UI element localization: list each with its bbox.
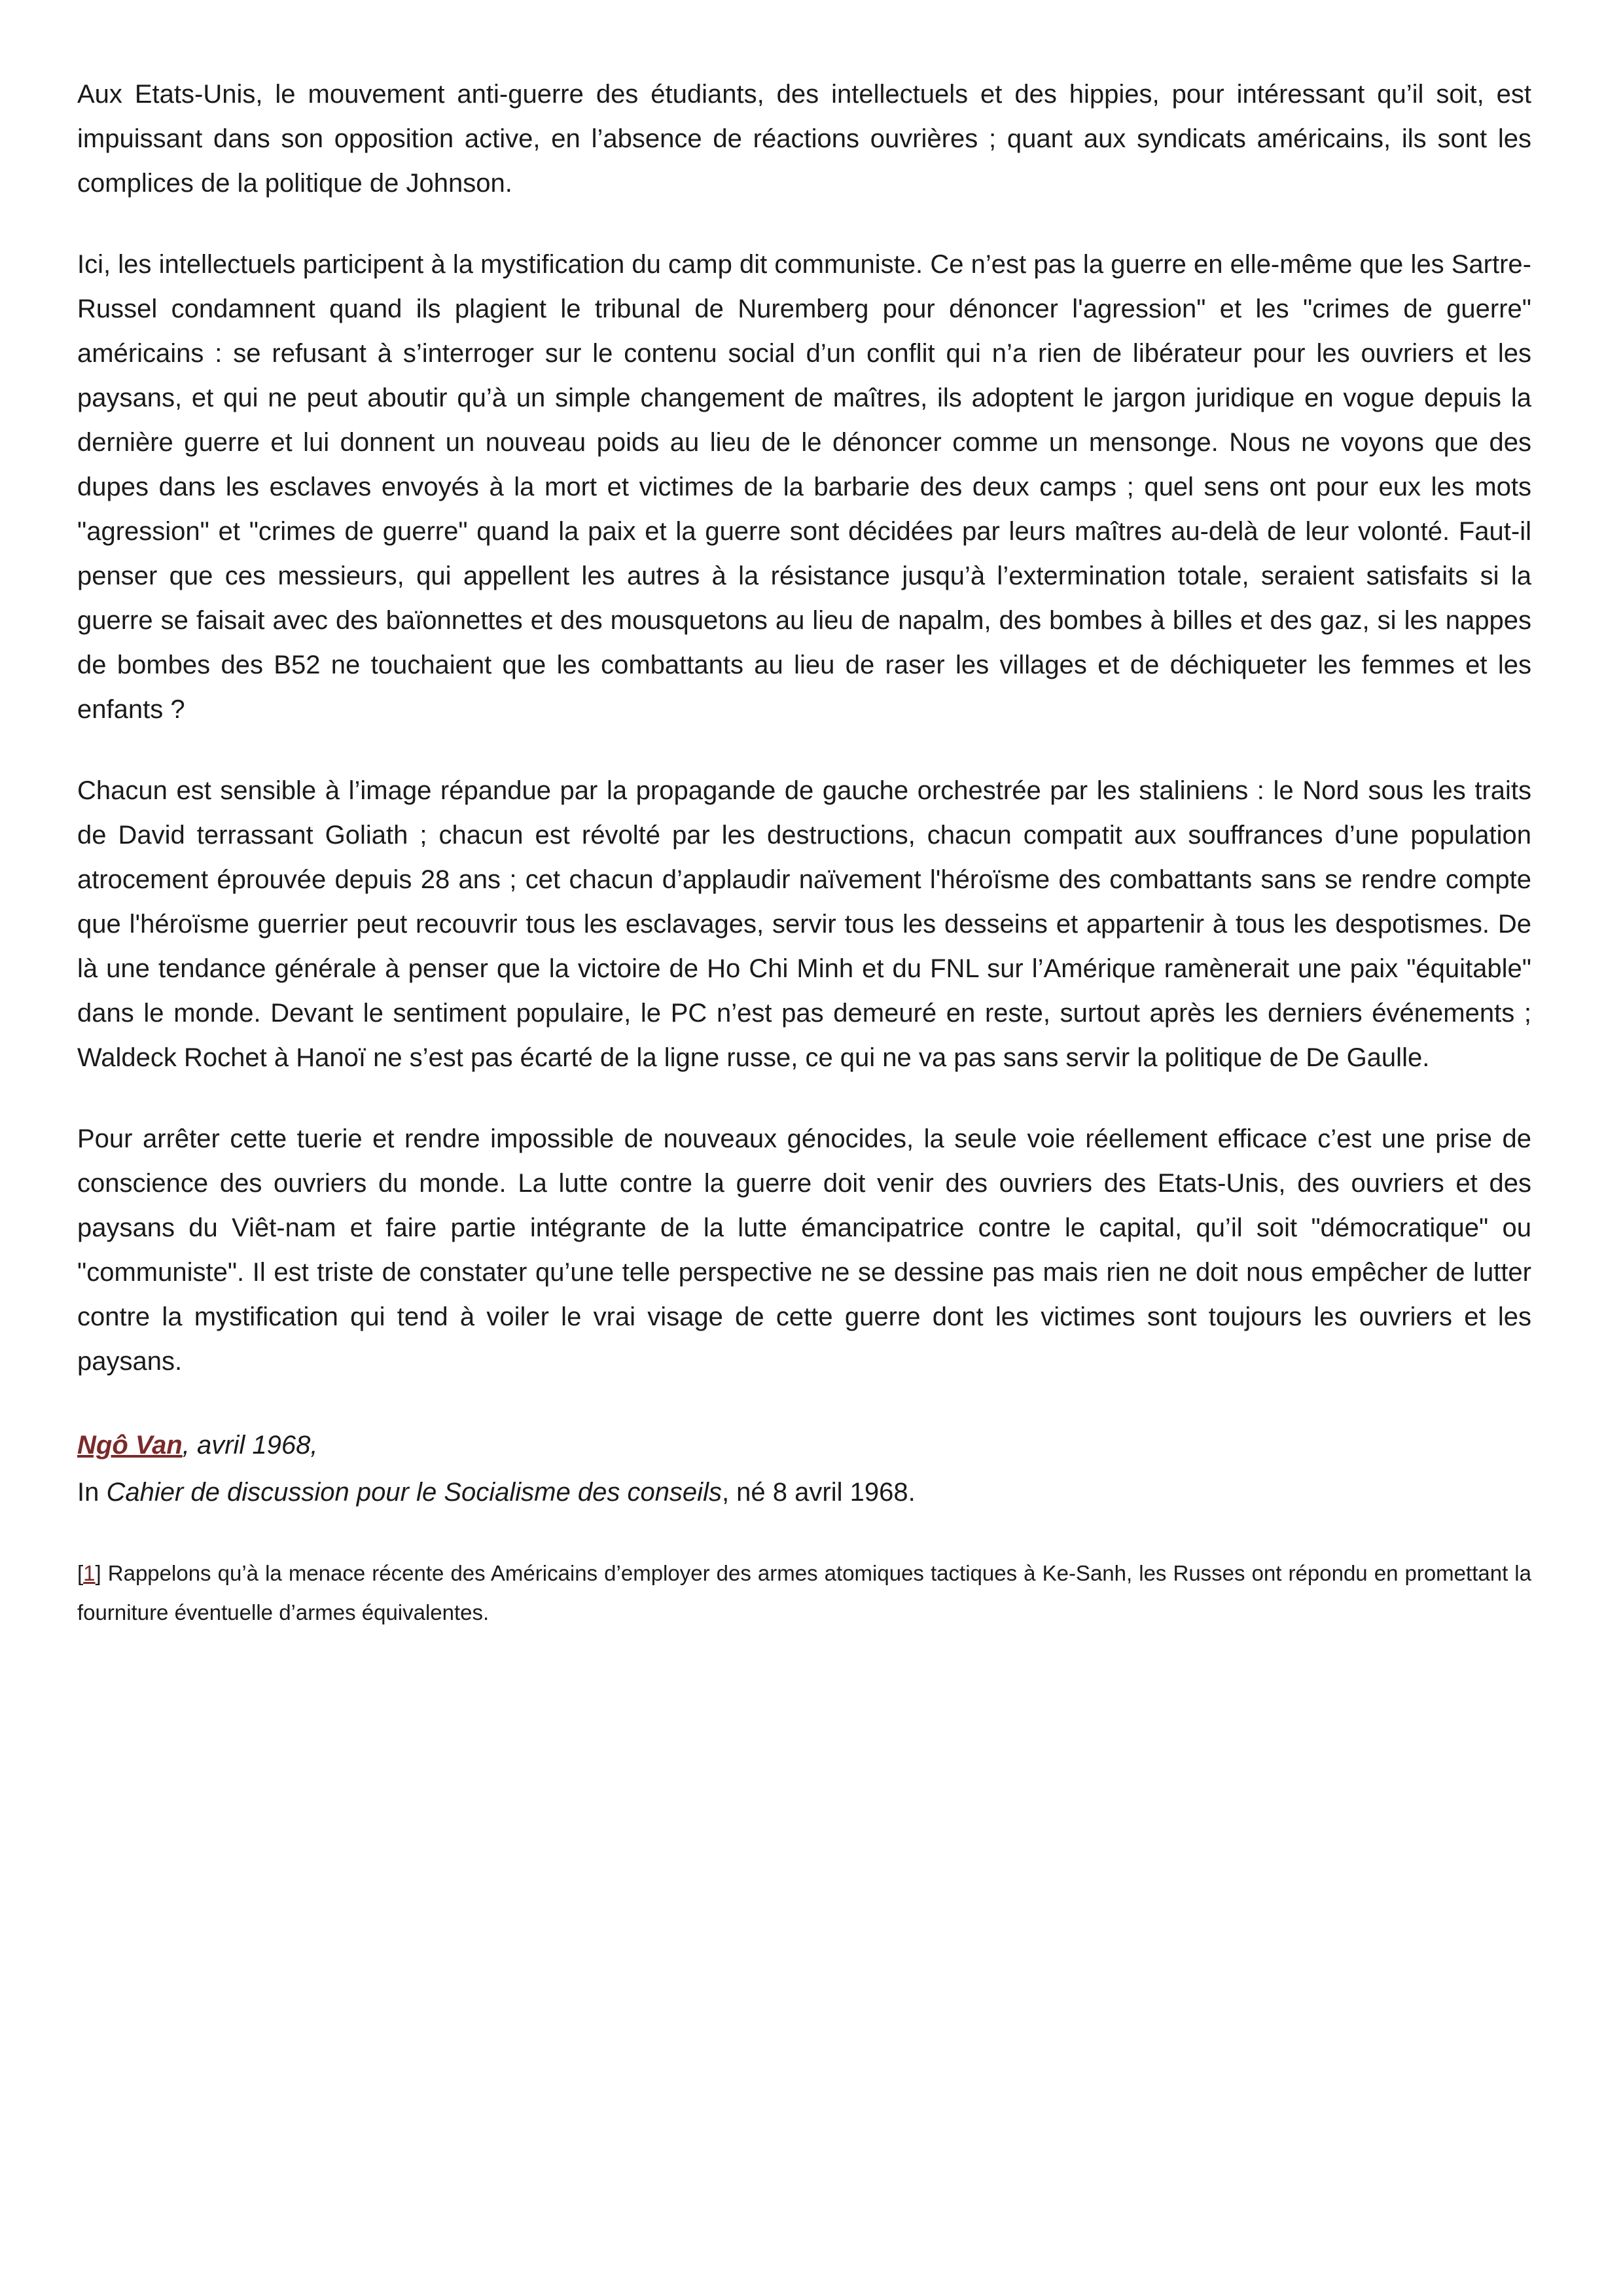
source-line [77, 1469, 1531, 1516]
author-line [77, 1422, 1531, 1469]
source-suffix: , né 8 avril 1968. [721, 1478, 916, 1507]
paragraph-us-antiwar-movement: Aux Etats-Unis, le mouvement anti-guerre des étudiants, des intellectuels et des hippies, pour intéressant qu’il soit, est impuissant dans son opposition active, en l’absence de réactions ouvrières ; quant aux syndicats américains, ils sont les complices de la politique de Johnson. [77, 80, 1531, 198]
footnote-close-bracket: ] [95, 1561, 101, 1585]
paragraph-left-propaganda: Chacun est sensible à l’image répandue par la propagande de gauche orchestrée par les staliniens : le Nord sous les traits de David terrassant Goliath ; chacun est révolté par les destructions, chacun compatit aux souffrances d’une population atrocement éprouvée depuis 28 ans ; cet chacun d’applaudir naïvement l'héroïsme des combattants sans se rendre compte que l'héroïsme guerrier peut recouvrir tous les esclavages, servir tous les desseins et appartenir à tous les despotismes. De là une tendance générale à penser que la victoire de Ho Chi Minh et du FNL sur l’Amérique ramènerait une paix "équitable" dans le monde. Devant le sentiment populaire, le PC n’est pas demeuré en reste, surtout après les derniers événements ; Waldeck Rochet à Hanoï ne s’est pas écarté de la ligne russe, ce qui ne va pas sans servir la politique de De Gaulle. [77, 776, 1531, 1072]
footnote [77, 1554, 1531, 1632]
paragraph-workers-consciousness: Pour arrêter cette tuerie et rendre impossible de nouveaux génocides, la seule voie réellement efficace c’est une prise de conscience des ouvriers du monde. La lutte contre la guerre doit venir des ouvriers des Etats-Unis, des ouvriers et des paysans du Viêt-nam et faire partie intégrante de la lutte émancipatrice contre le capital, qu’il soit "démocratique" ou "communiste". Il est triste de constater qu’une telle perspective ne se dessine pas mais rien ne doit nous empêcher de lutter contre la mystification qui tend à voiler le vrai visage de cette guerre dont les victimes sont toujours les ouvriers et les paysans. [77, 1124, 1531, 1376]
document-body [77, 72, 1531, 1654]
footnote-ref-link[interactable]: 1 [83, 1561, 96, 1585]
author-link[interactable]: Ngô Van [77, 1431, 183, 1460]
footnote-open-bracket: [ [77, 1561, 84, 1585]
paragraph-intellectuals-mystification: Ici, les intellectuels participent à la mystification du camp dit communiste. Ce n’est pas la guerre en elle-même que les Sartre-Russel condamnent quand ils plagient le tribunal de Nuremberg pour dénoncer l'agression" et les "crimes de guerre" américains : se refusant à s’interroger sur le contenu social d’un conflit qui n’a rien de libérateur pour les ouvriers et les paysans, et qui ne peut aboutir qu’à un simple changement de maîtres, ils adoptent le jargon juridique en vogue depuis la dernière guerre et lui donnent un nouveau poids au lieu de le dénoncer comme un mensonge. Nous ne voyons que des dupes dans les esclaves envoyés à la mort et victimes de la barbarie des deux camps ; quel sens ont pour eux les mots "agression" et "crimes de guerre" quand la paix et la guerre sont décidées par leurs maîtres au-delà de leur volonté. Faut-il penser que ces messieurs, qui appellent les autres à la résistance jusqu’à l’extermination totale, seraient satisfaits si la guerre se faisait avec des baïonnettes et des mousquetons au lieu de napalm, des bombes à billes et des gaz, si les nappes de bombes des B52 ne touchaient que les combattants au lieu de raser les villages et de déchiqueter les femmes et les enfants ? [77, 250, 1531, 724]
signature-block [77, 1422, 1531, 1516]
source-prefix: In [77, 1478, 107, 1507]
source-title: Cahier de discussion pour le Socialisme des conseils [106, 1478, 722, 1507]
signature-date: , avril 1968, [182, 1431, 318, 1460]
footnote-text: Rappelons qu’à la menace récente des Américains d’employer des armes atomiques tactiques à Ke-Sanh, les Russes ont répondu en promettant la fourniture éventuelle d’armes équivalentes. [77, 1561, 1531, 1624]
